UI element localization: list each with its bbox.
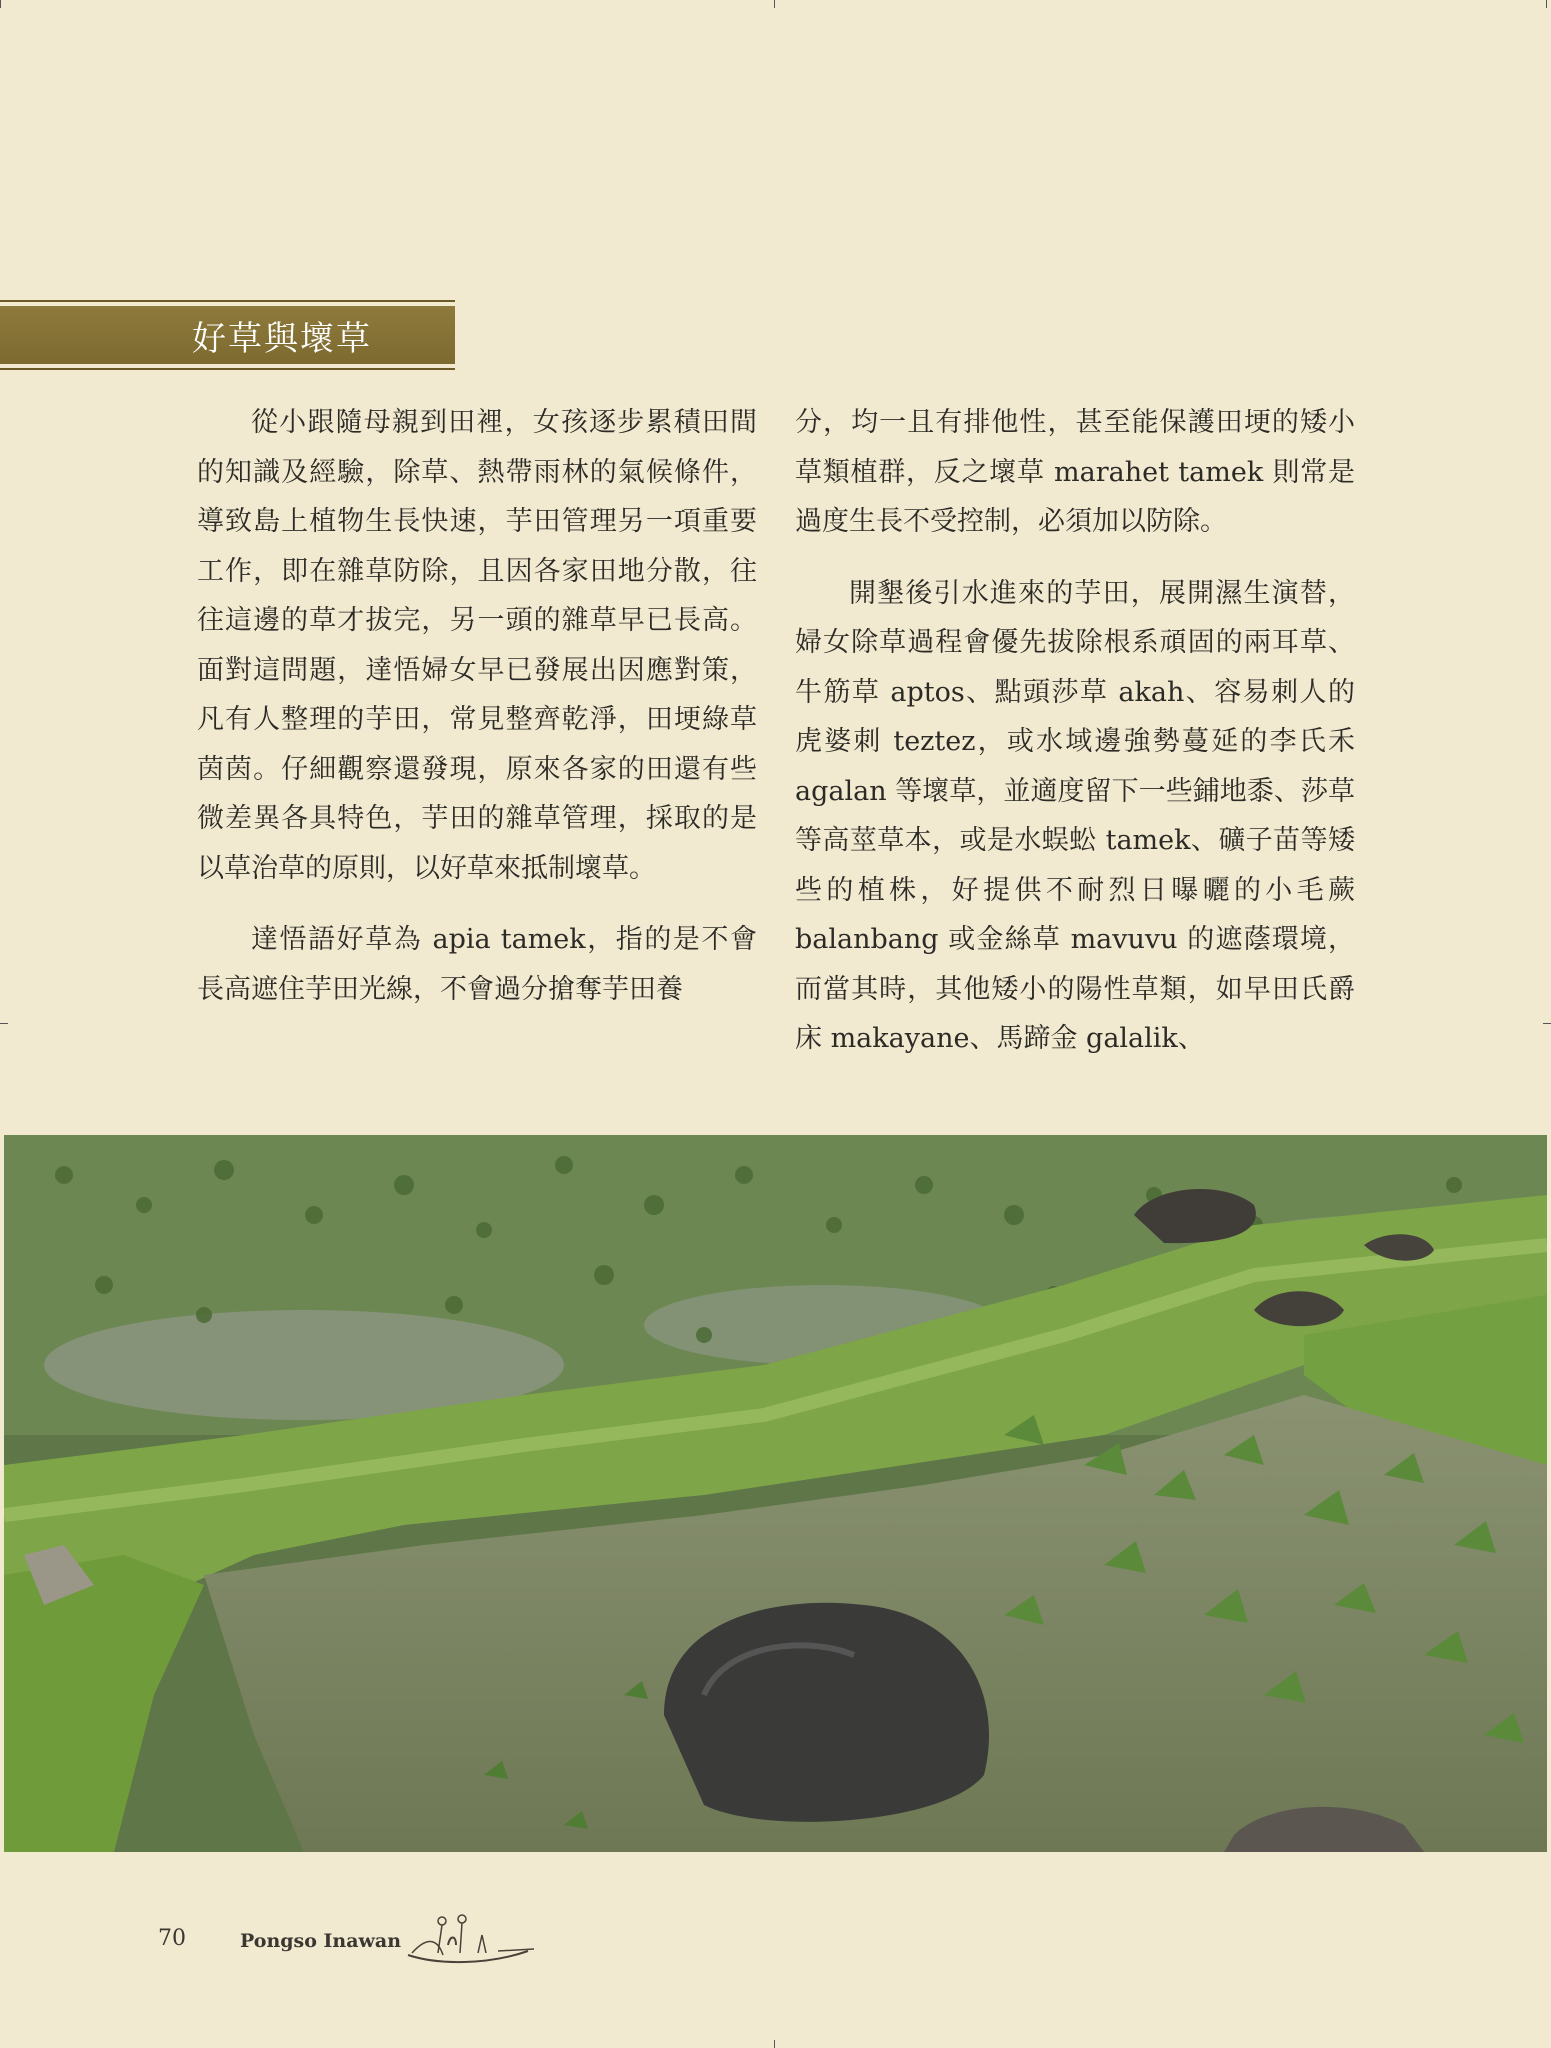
- section-header: [0, 300, 455, 370]
- text-column-left: [197, 398, 757, 1036]
- crop-mark: [0, 1023, 8, 1024]
- paragraph: 開墾後引水進來的芋田，展開濕生演替，婦女除草過程會優先拔除根系頑固的兩耳草、牛筋草 aptos、點頭莎草 akah、容易刺人的虎婆刺 teztez，或水域邊強勢蔓延的李氏禾 agalan 等壞草，並適度留下一些鋪地黍、莎草等高莖草本，或是水蜈蚣 tamek、礦子苗等矮些的植株，好提供不耐烈日曝曬的小毛蕨 balanbang 或金絲草 mavuvu 的遮蔭環境，而當其時，其他矮小的陽性草類，如早田氏爵床 makayane、馬蹄金 galalik、: [795, 577, 1355, 1054]
- taro-field-photo: [4, 1135, 1547, 1852]
- canoe-logo-icon: [398, 1905, 538, 1969]
- photo-illustration: [4, 1135, 1547, 1852]
- paragraph: 分，均一且有排他性，甚至能保護田埂的矮小草類植群，反之壞草 marahet tamek 則常是過度生長不受控制，必須加以防除。: [795, 407, 1355, 537]
- crop-mark: [1543, 1023, 1551, 1024]
- crop-mark: [1546, 0, 1547, 8]
- publication-title: Pongso Inawan: [240, 1930, 402, 1952]
- section-title: 好草與壞草: [192, 318, 372, 359]
- crop-mark: [0, 0, 1, 8]
- crop-mark: [774, 0, 775, 8]
- paragraph: 從小跟隨母親到田裡，女孩逐步累積田間的知識及經驗，除草、熱帶雨林的氣候條件，導致島上植物生長快速，芋田管理另一項重要工作，即在雜草防除，且因各家田地分散，往往這邊的草才拔完，另一頭的雜草早已長高。面對這問題，達悟婦女早已發展出因應對策，凡有人整理的芋田，常見整齊乾淨，田埂綠草茵茵。仔細觀察還發現，原來各家的田還有些微差異各具特色，芋田的雜草管理，採取的是以草治草的原則，以好草來抵制壞草。: [197, 407, 757, 884]
- crop-mark: [774, 2040, 775, 2048]
- text-column-right: [795, 398, 1355, 1086]
- paragraph: 達悟語好草為 apia tamek，指的是不會長高遮住芋田光線，不會過分搶奪芋田養: [197, 924, 757, 1005]
- section-header-bar: [0, 306, 455, 364]
- page-number: 70: [158, 1926, 186, 1951]
